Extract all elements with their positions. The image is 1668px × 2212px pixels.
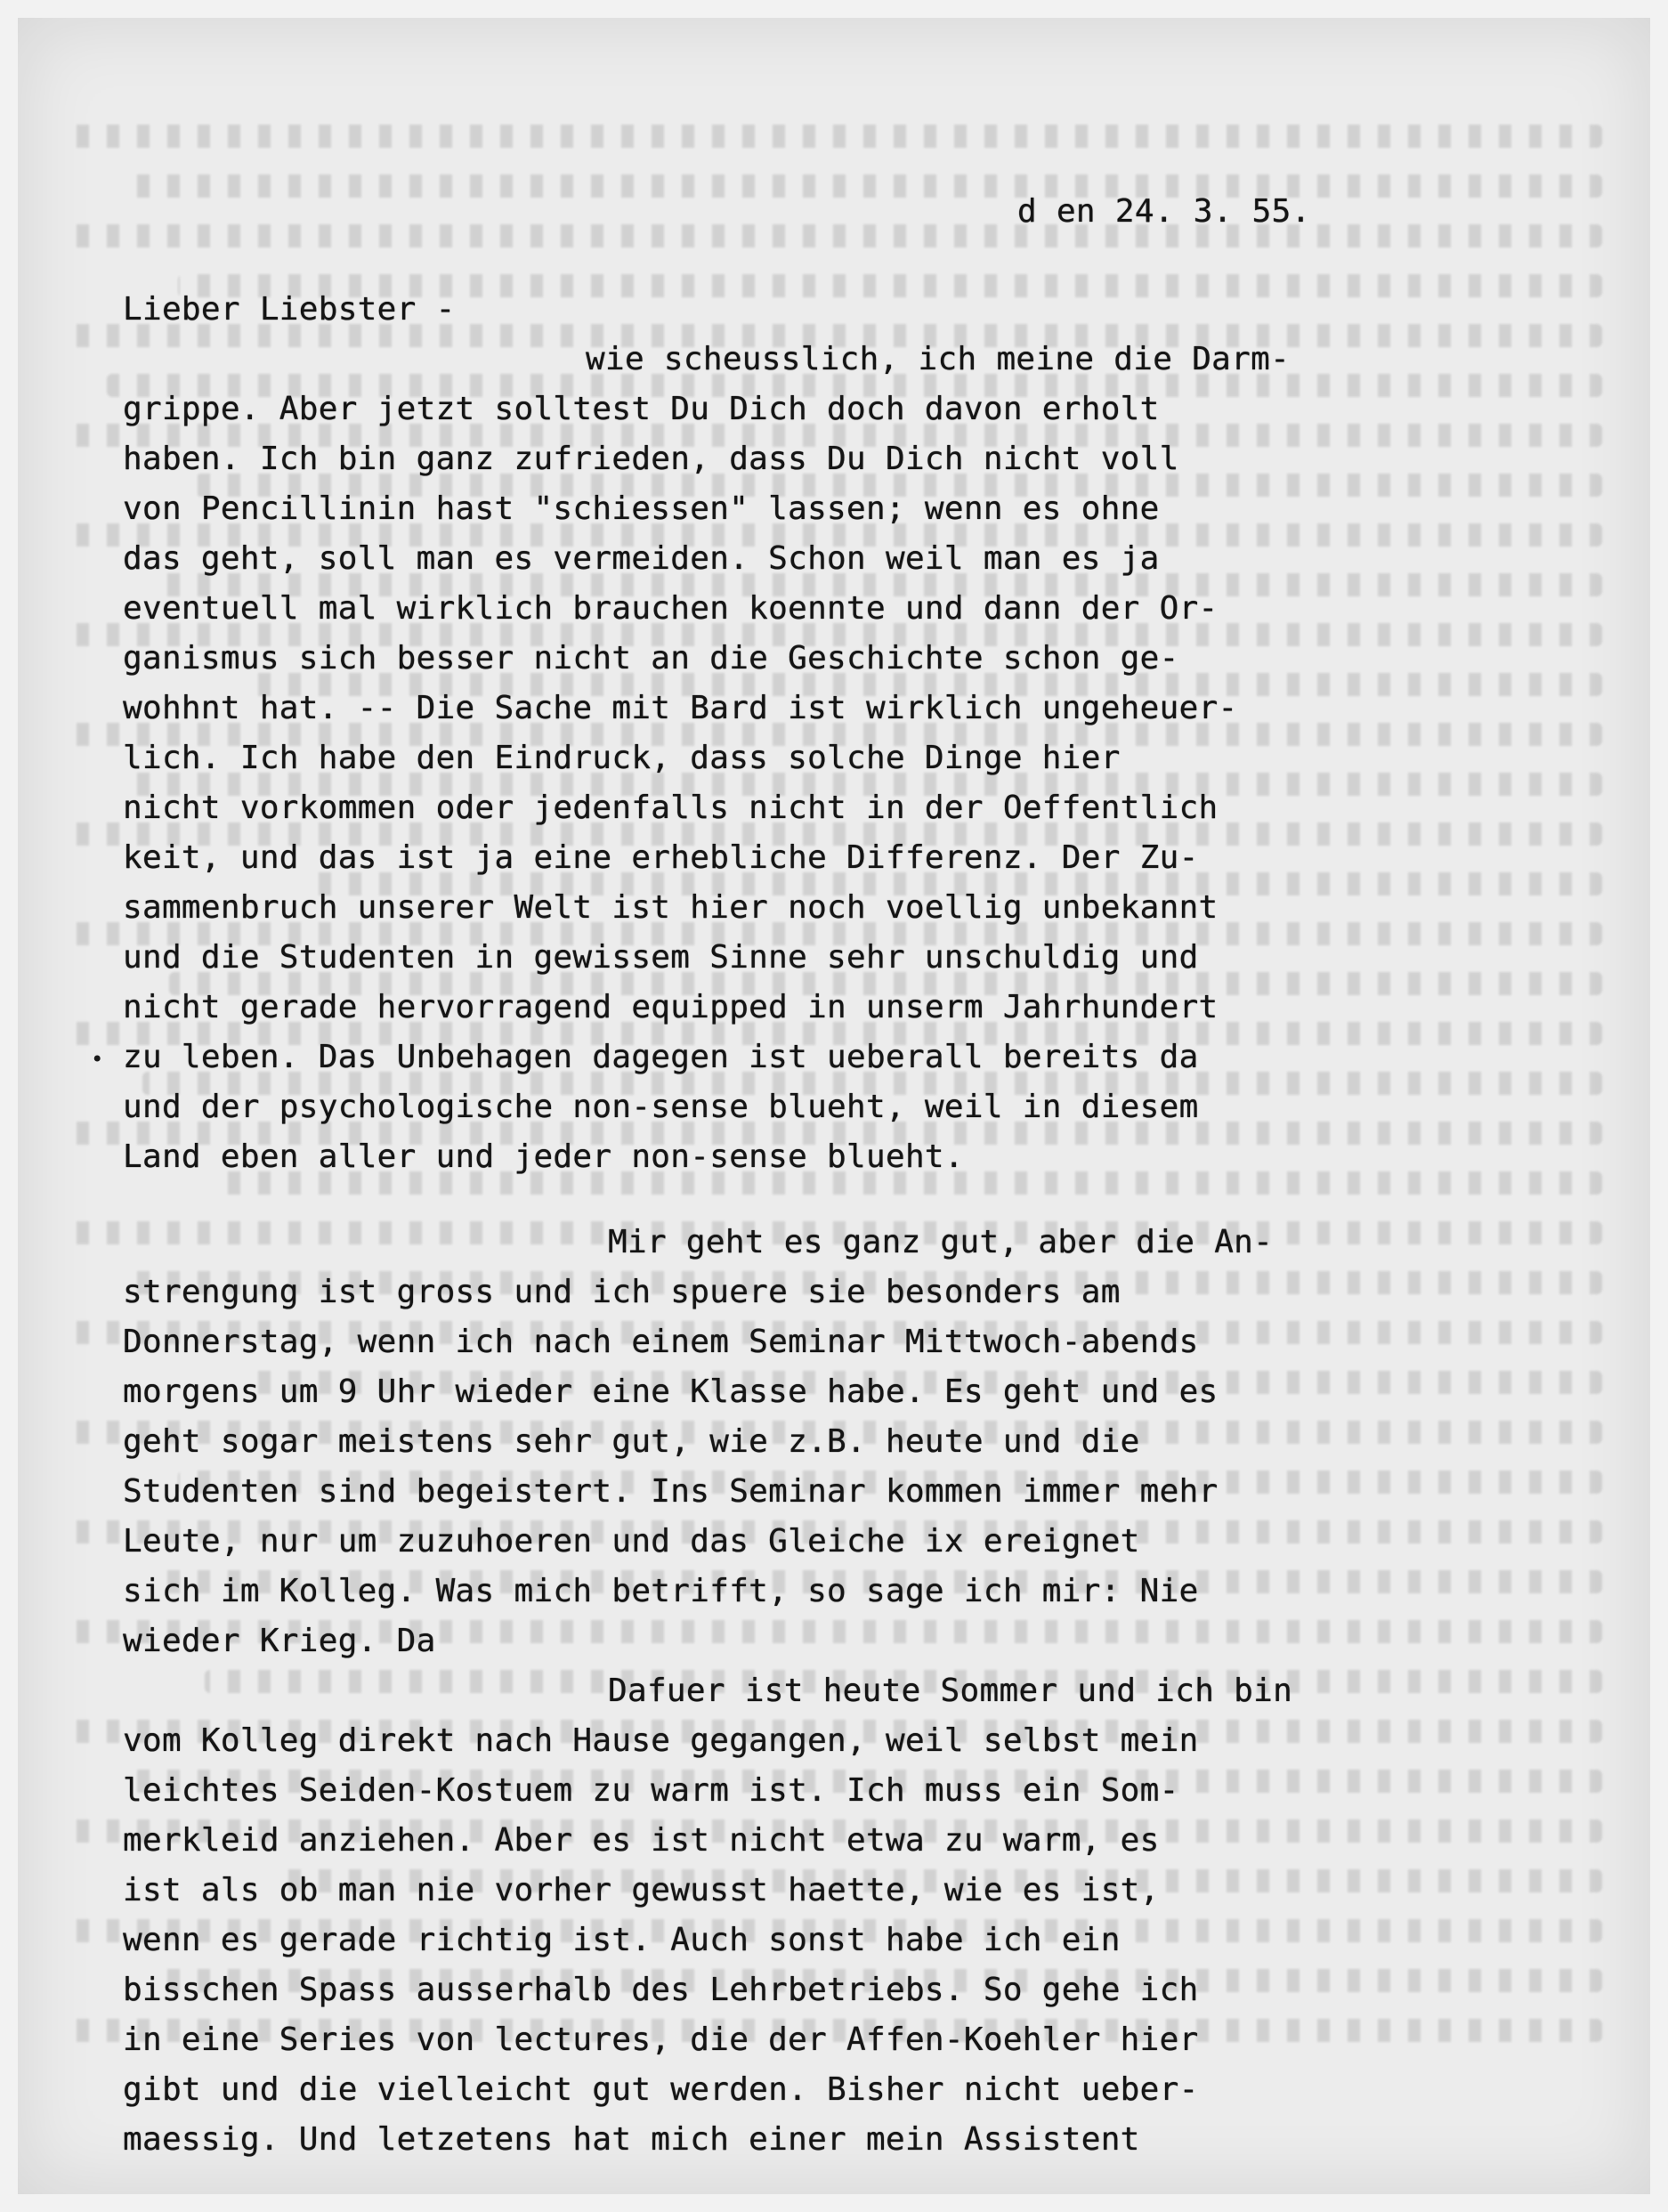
body-line: ganismus sich besser nicht an die Geschichte schon ge- (123, 640, 1179, 677)
paper-sheet (18, 18, 1650, 2194)
body-line: vom Kolleg direkt nach Hause gegangen, weil selbst mein (123, 1722, 1199, 1759)
salutation: Lieber Liebster - (123, 291, 456, 328)
body-line: maessig. Und letzetens hat mich einer mein Assistent (123, 2121, 1140, 2158)
body-line: nicht gerade hervorragend equipped in unserm Jahrhundert (123, 989, 1219, 1025)
body-line: Studenten sind begeistert. Ins Seminar kommen immer mehr (123, 1473, 1219, 1510)
body-line: wie scheusslich, ich meine die Darm- (586, 341, 1291, 377)
body-line: lich. Ich habe den Eindruck, dass solche Dinge hier (123, 740, 1121, 776)
body-line: wenn es gerade richtig ist. Auch sonst habe ich ein (123, 1922, 1121, 1958)
body-line: keit, und das ist ja eine erhebliche Differenz. Der Zu- (123, 839, 1199, 876)
body-line: sammenbruch unserer Welt ist hier noch voellig unbekannt (123, 889, 1219, 926)
body-line: bisschen Spass ausserhalb des Lehrbetriebs. So gehe ich (123, 1972, 1199, 2008)
paragraph-start: Mir geht es ganz gut, aber die An- (608, 1224, 1274, 1260)
body-line: in eine Series von lectures, die der Affen-Koehler hier (123, 2022, 1199, 2058)
body-line: Leute, nur um zuzuhoeren und das Gleiche ix ereignet (123, 1523, 1140, 1560)
body-line: ist als ob man nie vorher gewusst haette, wie es ist, (123, 1872, 1160, 1908)
body-line: sich im Kolleg. Was mich betrifft, so sage ich mir: Nie (123, 1573, 1199, 1609)
body-line: das geht, soll man es vermeiden. Schon weil man es ja (123, 540, 1160, 577)
body-line: wieder Krieg. Da (123, 1623, 436, 1659)
margin-dot: • (91, 1047, 104, 1072)
body-line: grippe. Aber jetzt solltest Du Dich doch davon erholt (123, 391, 1160, 427)
body-line: morgens um 9 Uhr wieder eine Klasse habe. Es geht und es (123, 1373, 1219, 1410)
body-line: geht sogar meistens sehr gut, wie z.B. heute und die (123, 1423, 1140, 1460)
body-line: leichtes Seiden-Kostuem zu warm ist. Ich muss ein Som- (123, 1772, 1179, 1809)
body-line: eventuell mal wirklich brauchen koennte und dann der Or- (123, 590, 1219, 627)
body-line: Land eben aller und jeder non-sense blueht. (123, 1138, 964, 1175)
body-line: strengung ist gross und ich spuere sie besonders am (123, 1274, 1121, 1310)
body-line: gibt und die vielleicht gut werden. Bisher nicht ueber- (123, 2071, 1199, 2108)
body-line: wohhnt hat. -- Die Sache mit Bard ist wirklich ungeheuer- (123, 690, 1238, 726)
letter-date: d en 24. 3. 55. (1017, 193, 1311, 230)
body-line: und die Studenten in gewissem Sinne sehr unschuldig und (123, 939, 1199, 976)
body-line: zu leben. Das Unbehagen dagegen ist ueberall bereits da (123, 1039, 1199, 1075)
body-line: von Pencillinin hast "schiessen" lassen; wenn es ohne (123, 490, 1160, 527)
body-line: haben. Ich bin ganz zufrieden, dass Du Dich nicht voll (123, 441, 1179, 477)
paragraph-start: Dafuer ist heute Sommer und ich bin (608, 1673, 1293, 1709)
body-line: Donnerstag, wenn ich nach einem Seminar Mittwoch-abends (123, 1324, 1199, 1360)
body-line: merkleid anziehen. Aber es ist nicht etwa zu warm, es (123, 1822, 1160, 1859)
body-line: nicht vorkommen oder jedenfalls nicht in der Oeffentlich (123, 790, 1219, 826)
body-line: und der psychologische non-sense blueht, weil in diesem (123, 1089, 1199, 1125)
